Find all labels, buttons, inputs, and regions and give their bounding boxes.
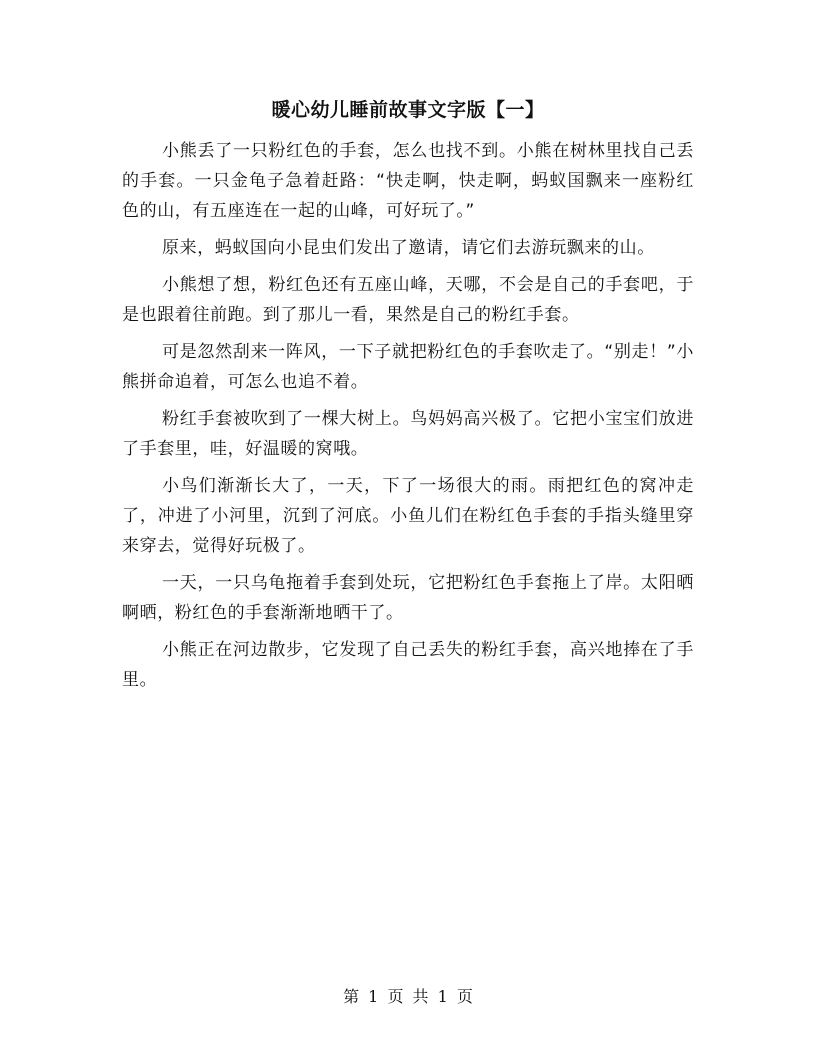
paragraph-4: 可是忽然刮来一阵风，一下子就把粉红色的手套吹走了。“别走！”小熊拼命追着，可怎么也追不着。 xyxy=(122,342,694,392)
paragraph-7: 一天，一只乌龟拖着手套到处玩，它把粉红色手套拖上了岸。太阳晒啊晒，粉红色的手套渐渐地晒干了。 xyxy=(122,573,694,623)
paragraph-6: 小鸟们渐渐长大了，一天，下了一场很大的雨。雨把红色的窝冲走了，冲进了小河里，沉到了河底。小鱼儿们在粉红色手套的手指头缝里穿来穿去，觉得好玩极了。 xyxy=(122,476,694,556)
story-body xyxy=(122,136,694,702)
paragraph-8: 小熊正在河边散步，它发现了自己丢失的粉红手套，高兴地捧在了手里。 xyxy=(122,640,694,690)
paragraph-2: 原来，蚂蚁国向小昆虫们发出了邀请，请它们去游玩飘来的山。 xyxy=(162,238,655,258)
paragraph-3: 小熊想了想，粉红色还有五座山峰，天哪，不会是自己的手套吧，于是也跟着往前跑。到了那儿一看，果然是自己的粉红手套。 xyxy=(122,275,694,325)
paragraph-1: 小熊丢了一只粉红色的手套，怎么也找不到。小熊在树林里找自己丢的手套。一只金龟子急着赶路：“快走啊，快走啊，蚂蚁国飘来一座粉红色的山，有五座连在一起的山峰，可好玩了。” xyxy=(122,141,694,221)
paragraph-5: 粉红手套被吹到了一棵大树上。鸟妈妈高兴极了。它把小宝宝们放进了手套里，哇，好温暖的窝哦。 xyxy=(122,409,694,459)
document-title: 暖心幼儿睡前故事文字版【一】 xyxy=(271,99,545,121)
page-number-footer: 第 1 页 共 1 页 xyxy=(343,987,473,1006)
